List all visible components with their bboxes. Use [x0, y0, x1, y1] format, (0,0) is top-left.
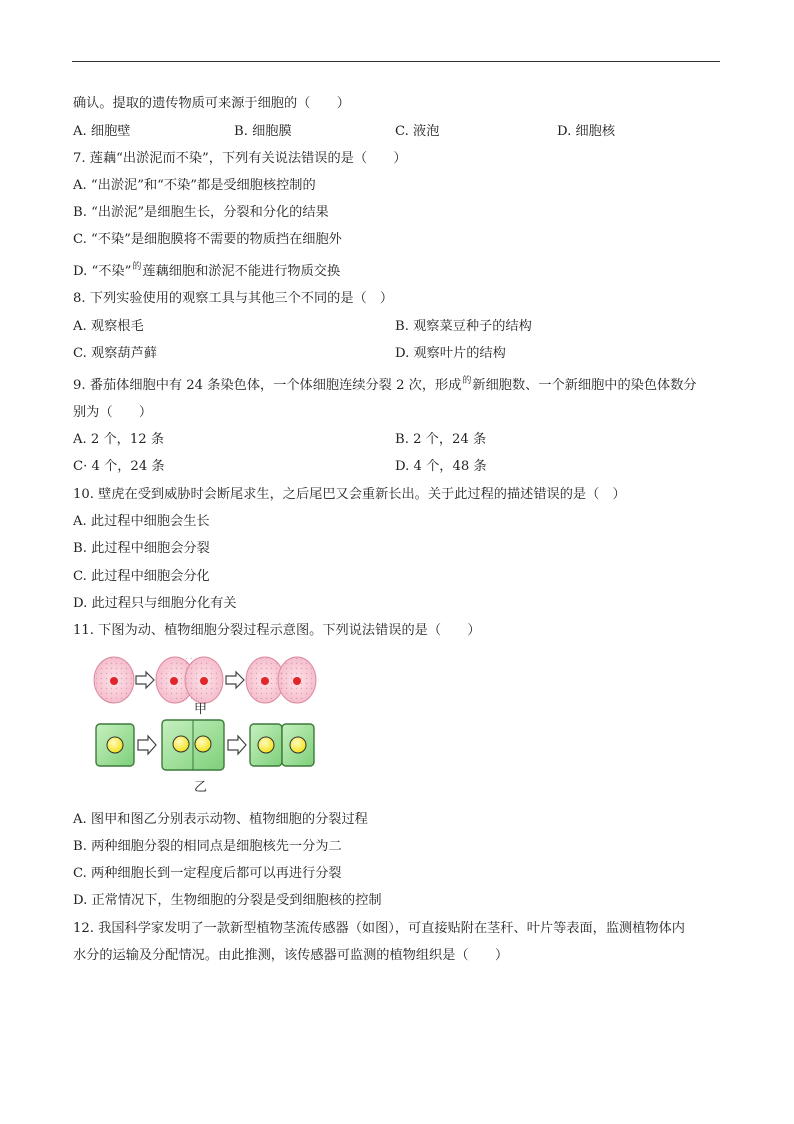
q9-stem-small-char: 的: [462, 376, 472, 386]
q7-option-a[interactable]: A. “出淤泥”和“不染”都是受细胞核控制的: [73, 178, 316, 193]
q9-option-d[interactable]: D. 4 个，48 条: [395, 459, 487, 474]
q10-option-b[interactable]: B. 此过程中细胞会分裂: [73, 541, 210, 556]
q7-option-d[interactable]: [73, 264, 340, 281]
q10-option-a[interactable]: A. 此过程中细胞会生长: [73, 514, 210, 529]
q9-option-b[interactable]: B. 2 个，24 条: [395, 432, 487, 447]
q7-stem: 7. 莲藕“出淤泥而不染”，下列有关说法错误的是（ ）: [73, 151, 407, 166]
q8-option-a[interactable]: A. 观察根毛: [73, 319, 144, 334]
q9-stem-prefix: 9. 番茄体细胞中有 24 条染色体，一个体细胞连续分裂 2 次，形成: [73, 378, 462, 393]
q10-stem: 10. 壁虎在受到威胁时会断尾求生，之后尾巴又会重新长出。关于此过程的描述错误的是（ ）: [73, 487, 626, 502]
plant-cell-dividing: [162, 720, 224, 770]
q8-stem: 8. 下列实验使用的观察工具与其他三个不同的是（ ）: [73, 291, 394, 306]
q7-option-d-suffix: 莲藕细胞和淤泥不能进行物质交换: [142, 264, 341, 279]
cell-division-svg: [90, 652, 330, 797]
cell-division-figure: [90, 652, 330, 797]
q6-option-b[interactable]: B. 细胞膜: [234, 124, 292, 139]
q9-stem: [73, 378, 697, 395]
q12-stem-line2: 水分的运输及分配情况。由此推测，该传感器可监测的植物组织是（ ）: [73, 948, 509, 963]
q10-option-d[interactable]: D. 此过程只与细胞分化有关: [73, 596, 237, 611]
q10-option-c[interactable]: C. 此过程中细胞会分化: [73, 569, 210, 584]
q11-stem: 11. 下图为动、植物细胞分裂过程示意图。下列说法错误的是（ ）: [73, 623, 481, 638]
q6-option-c[interactable]: C. 液泡: [395, 124, 440, 139]
animal-row: [94, 657, 316, 703]
figure-label-jia: 甲: [194, 702, 208, 717]
q11-option-d[interactable]: D. 正常情况下，生物细胞的分裂是受到细胞核的控制: [73, 893, 382, 908]
q7-option-c[interactable]: C. “不染”是细胞膜将不需要的物质挡在细胞外: [73, 232, 342, 247]
q12-stem-line1: 12. 我国科学家发明了一款新型植物茎流传感器（如图），可直接贴附在茎秆、叶片等表面，监测植物体内: [73, 921, 685, 936]
figure-label-yi: 乙: [194, 780, 208, 795]
arrow-right-icon: [138, 736, 156, 754]
q11-option-a[interactable]: A. 图甲和图乙分别表示动物、植物细胞的分裂过程: [73, 812, 368, 827]
q9-option-c[interactable]: C· 4 个，24 条: [73, 459, 165, 474]
arrow-right-icon: [136, 672, 154, 688]
q7-option-d-small-char: 的: [132, 262, 142, 272]
q8-option-b[interactable]: B. 观察菜豆种子的结构: [395, 319, 532, 334]
q7-option-b[interactable]: B. “出淤泥”是细胞生长，分裂和分化的结果: [73, 205, 329, 220]
q11-option-c[interactable]: C. 两种细胞长到一定程度后都可以再进行分裂: [73, 866, 342, 881]
animal-cells-result: [246, 657, 316, 703]
plant-cell-1: [96, 724, 134, 766]
plant-cells-result: [250, 724, 314, 766]
q6-continuation: 确认。提取的遗传物质可来源于细胞的（ ）: [73, 96, 350, 111]
arrow-right-icon: [226, 672, 244, 688]
q7-option-d-prefix: D. “不染”: [73, 264, 132, 279]
q6-option-a[interactable]: A. 细胞壁: [73, 124, 131, 139]
q9-stem-line2: 别为（ ）: [73, 405, 153, 420]
q8-option-c[interactable]: C. 观察葫芦藓: [73, 346, 157, 361]
arrow-right-icon: [228, 736, 246, 754]
animal-cell-dividing: [156, 657, 223, 703]
q9-option-a[interactable]: A. 2 个，12 条: [73, 432, 165, 447]
q8-option-d[interactable]: D. 观察叶片的结构: [395, 346, 506, 361]
plant-row: [96, 720, 314, 770]
q11-option-b[interactable]: B. 两种细胞分裂的相同点是细胞核先一分为二: [73, 839, 342, 854]
header-rule: [72, 61, 720, 62]
animal-cell-1: [94, 657, 134, 703]
q9-stem-suffix: 新细胞数、一个新细胞中的染色体数分: [472, 378, 697, 393]
q6-option-d[interactable]: D. 细胞核: [557, 124, 616, 139]
